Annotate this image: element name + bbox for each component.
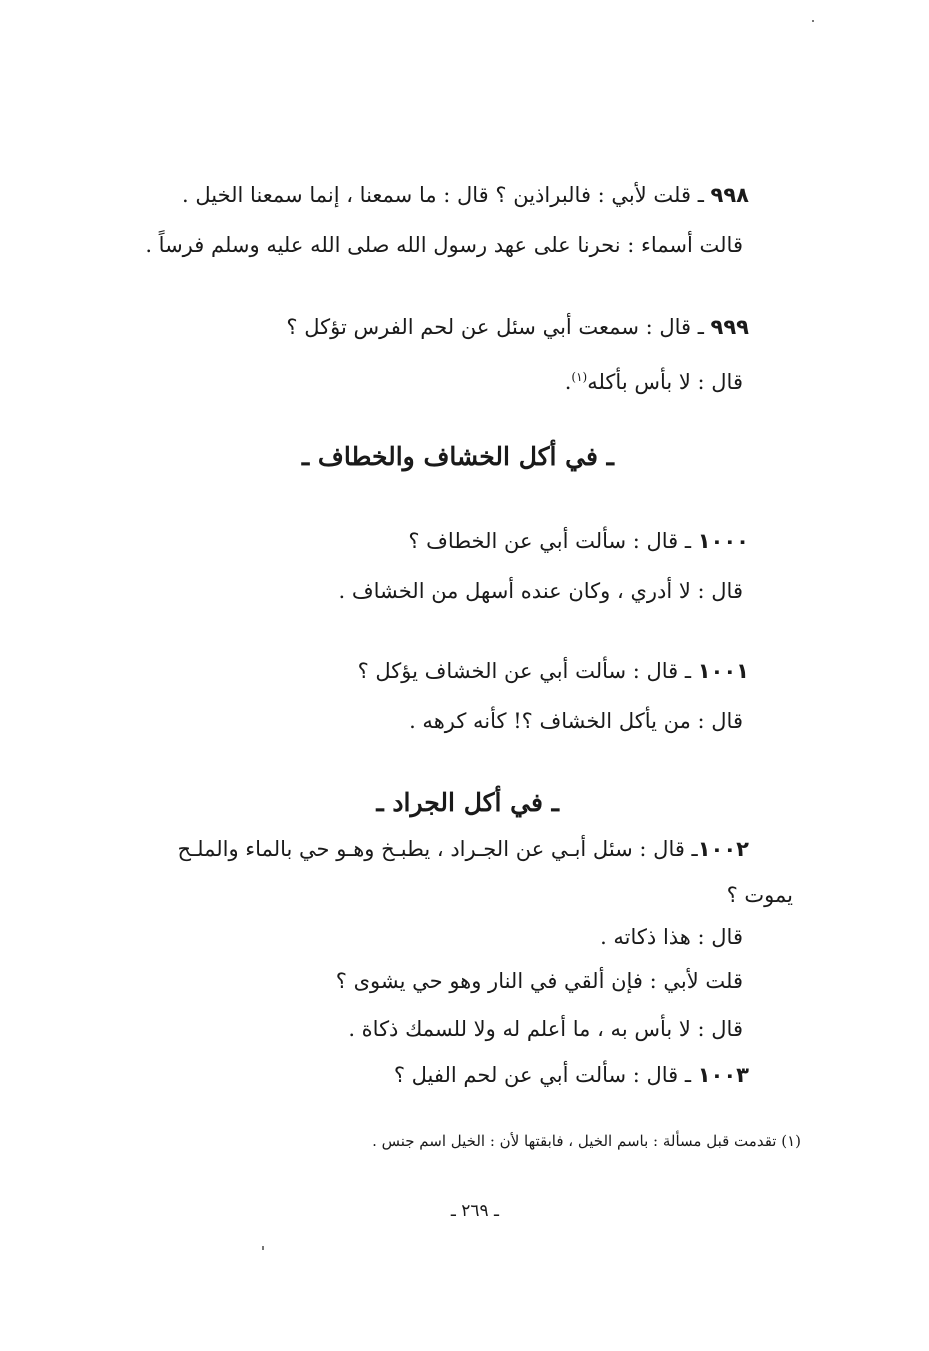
entry-number: ١٠٠١	[697, 659, 749, 683]
page-number: ـ ٢٦٩ ـ	[450, 1201, 499, 1221]
entry-text: ـ قال : سألت أبي عن الخشاف يؤكل ؟	[357, 659, 698, 683]
scan-speck	[812, 20, 814, 22]
entry-1000-line-1	[408, 526, 749, 556]
entry-999-line-1	[286, 312, 749, 342]
entry-text: قال : هذا ذكاته .	[600, 925, 743, 949]
entry-text: قال : لا أدري ، وكان عنده أسهل من الخشاف .	[338, 579, 743, 603]
footnote-reference: (١)	[571, 370, 588, 384]
entry-text: قالت أسماء : نحرنا على عهد رسول الله صلى الله عليه وسلم فرساً .	[145, 233, 743, 257]
entry-text: يموت ؟	[726, 883, 793, 907]
entry-text-end: .	[564, 370, 572, 394]
entry-text: ـ قال : سئل أبـي عن الجـراد ، يطبـخ وهـو حي بالماء والملـح	[177, 837, 698, 861]
entry-998-line-1	[182, 180, 749, 210]
entry-text: قال : من يأكل الخشاف ؟! كأنه كرهه .	[409, 709, 743, 733]
entry-text: ـ قال : سألت أبي عن الخطاف ؟	[408, 529, 698, 553]
entry-text: ـ قلت لأبي : فالبراذين ؟ قال : ما سمعنا ، إنما سمعنا الخيل .	[182, 183, 711, 207]
entry-1002-line-1	[177, 834, 749, 864]
entry-text: قال : لا بأس بأكله	[587, 370, 743, 394]
entry-999-line-2	[565, 362, 743, 397]
entry-number: ١٠٠٠	[697, 529, 749, 553]
entry-998-line-2	[145, 230, 743, 260]
entry-1002-line-5	[348, 1014, 743, 1044]
entry-text: قال : لا بأس به ، ما أعلم له ولا للسمك ذكاة .	[348, 1017, 743, 1041]
entry-number: ١٠٠٣	[697, 1063, 749, 1087]
entry-text: ـ قال : سألت أبي عن لحم الفيل ؟	[393, 1063, 698, 1087]
entry-1002-line-3	[600, 922, 743, 952]
entry-1001-line-1	[358, 656, 749, 686]
section-heading: ـ في أكل الجراد ـ	[376, 788, 559, 817]
entry-text: قلت لأبي : فإن ألقي في النار وهو حي يشوى ؟	[335, 969, 743, 993]
entry-text: ـ قال : سمعت أبي سئل عن لحم الفرس تؤكل ؟	[286, 315, 711, 339]
footnote: (١) تقدمت قبل مسألة : باسم الخيل ، فابقتها لأن : الخيل اسم جنس .	[372, 1132, 801, 1150]
entry-number: ١٠٠٢	[697, 837, 749, 861]
scan-speck	[262, 1246, 264, 1250]
entry-1003-line-1	[394, 1060, 749, 1090]
section-heading: ـ في أكل الخشاف والخطاف ـ	[301, 442, 614, 471]
entry-1002-line-4	[336, 966, 743, 996]
entry-1002-line-2	[727, 880, 793, 910]
entry-number: ٩٩٨	[710, 183, 749, 207]
entry-number: ٩٩٩	[710, 315, 749, 339]
entry-1001-line-2	[409, 706, 743, 736]
entry-1000-line-2	[338, 576, 743, 606]
